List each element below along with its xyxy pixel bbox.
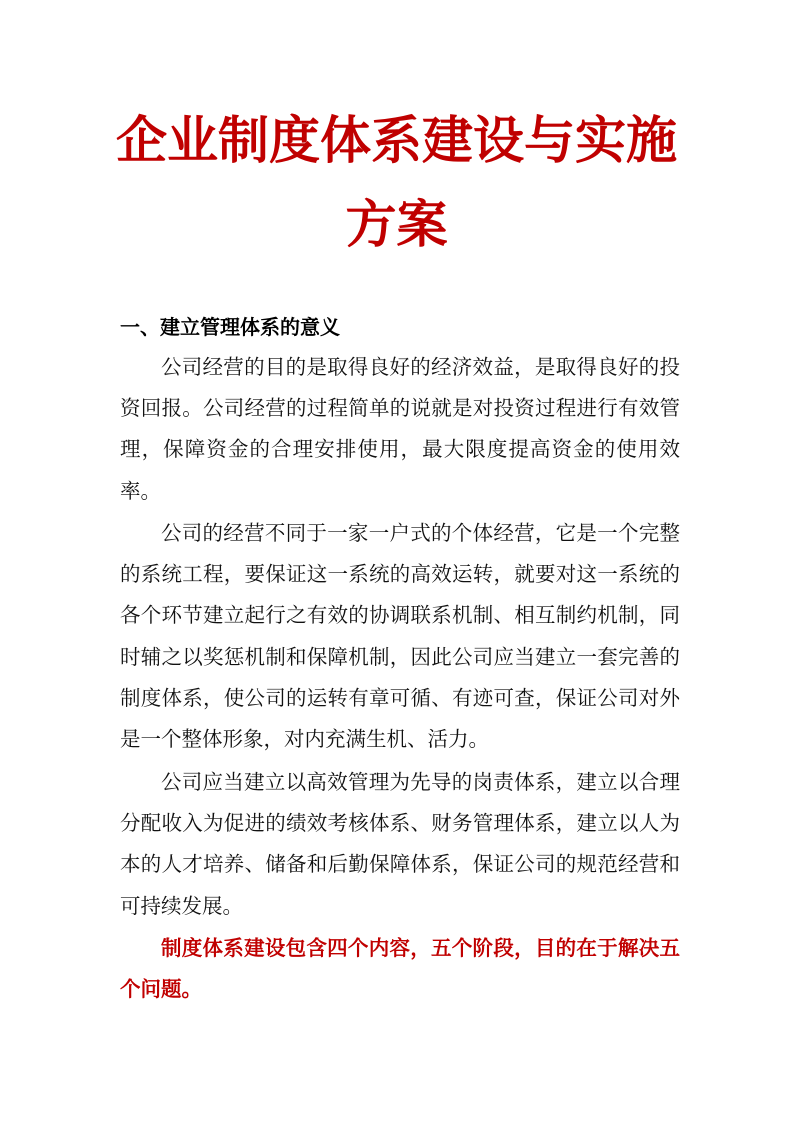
paragraph-2: 公司的经营不同于一家一户式的个体经营，它是一个完整的系统工程，要保证这一系统的高效运转，就要对这一系统的各个环节建立起行之有效的协调联系机制、相互制约机制，同时辅之以奖惩机制和保障机制，因此公司应当建立一套完善的制度体系，使公司的运转有章可循、有迹可查，保证公司对外是一个整体形象，对内充满生机、活力。 [120,521,680,752]
document-title-line-2: 方案 [345,196,448,255]
highlight-paragraph: 制度体系建设包含四个内容，五个阶段，目的在于解决五个问题。 [120,936,680,1002]
paragraph-3: 公司应当建立以高效管理为先导的岗责体系，建立以合理分配收入为促进的绩效考核体系、财务管理体系，建立以人为本的人才培养、储备和后勤保障体系，保证公司的规范经营和可持续发展。 [120,770,680,918]
paragraph-1: 公司经营的目的是取得良好的经济效益，是取得良好的投资回报。公司经营的过程简单的说就是对投资过程进行有效管理，保障资金的合理安排使用，最大限度提高资金的使用效率。 [120,355,680,503]
document-title-line-1: 企业制度体系建设与实施 [115,112,677,171]
section-heading: 一、建立管理体系的意义 [120,315,340,339]
